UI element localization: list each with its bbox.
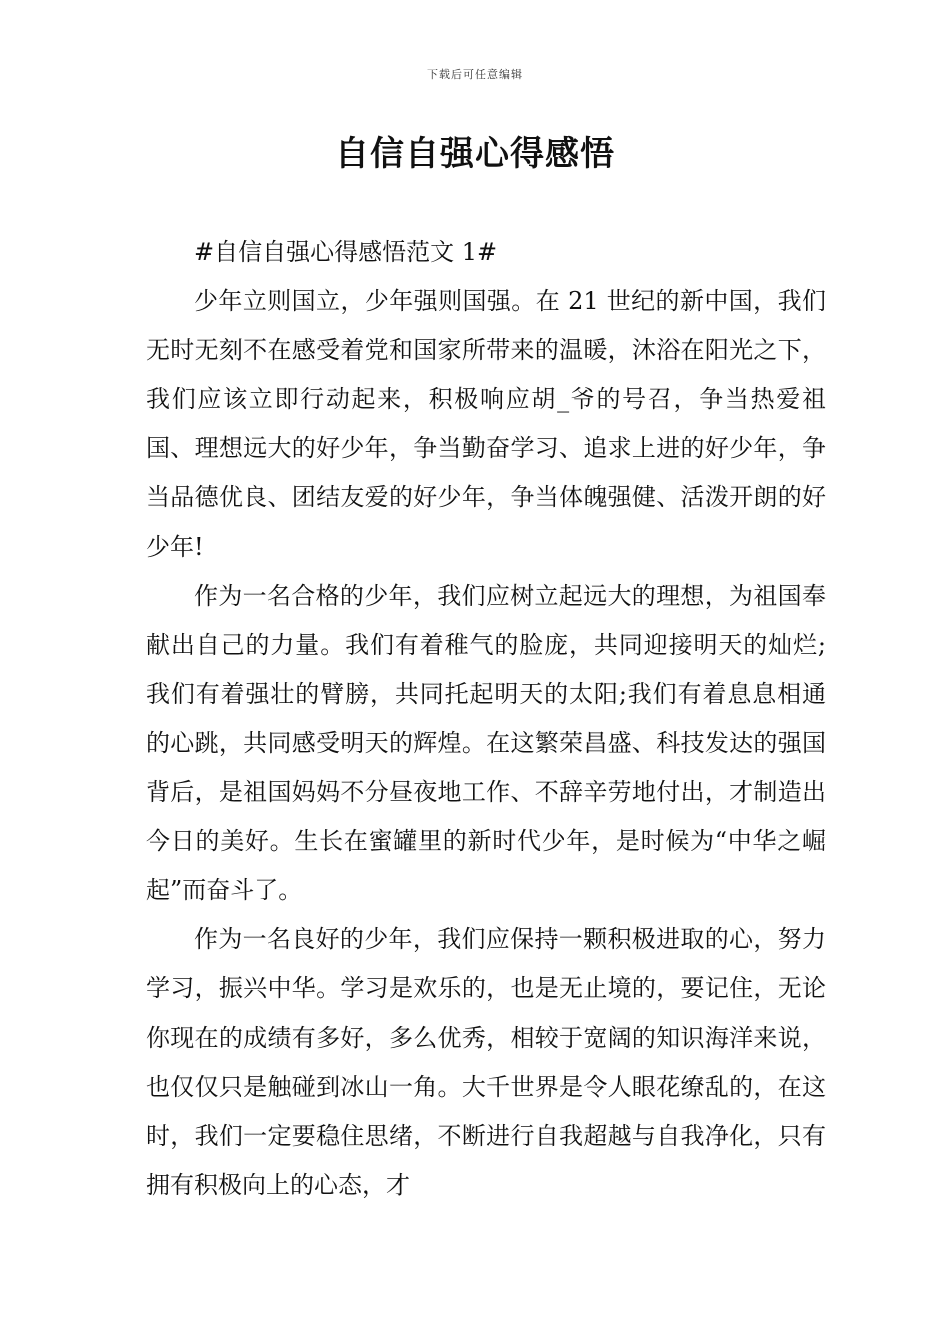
- section-heading: #自信自强心得感悟范文 1#: [194, 238, 498, 266]
- paragraph-2: 作为一名合格的少年，我们应树立起远大的理想，为祖国奉献出自己的力量。我们有着稚气的脸庞，共同迎接明天的灿烂;我们有着强壮的臂膀，共同托起明天的太阳;我们有着息息相通的心跳，共同感受明天的辉煌。在这繁荣昌盛、科技发达的强国背后，是祖国妈妈不分昼夜地工作、不辞辛劳地付出，才制造出今日的美好。生长在蜜罐里的新时代少年，是时候为“中华之崛起”而奋斗了。: [146, 581, 826, 905]
- paragraph-3: 作为一名良好的少年，我们应保持一颗积极进取的心，努力学习，振兴中华。学习是欢乐的，也是无止境的，要记住，无论你现在的成绩有多好，多么优秀，相较于宽阔的知识海洋来说，也仅仅只是触碰到冰山一角。大千世界是令人眼花缭乱的，在这时，我们一定要稳住思绪，不断进行自我超越与自我净化，只有拥有积极向上的心态，才: [146, 925, 826, 1199]
- header-note: 下载后可任意编辑: [427, 68, 523, 81]
- document-body: [146, 228, 826, 1210]
- document-title: 自信自强心得感悟: [335, 134, 615, 174]
- paragraph-1: 少年立则国立，少年强则国强。在 21 世纪的新中国，我们无时无刻不在感受着党和国家所带来的温暖，沐浴在阳光之下，我们应该立即行动起来，积极响应胡_爷的号召，争当热爱祖国、理想远大的好少年，争当勤奋学习、追求上进的好少年，争当品德优良、团结友爱的好少年，争当体魄强健、活泼开朗的好少年!: [146, 287, 826, 561]
